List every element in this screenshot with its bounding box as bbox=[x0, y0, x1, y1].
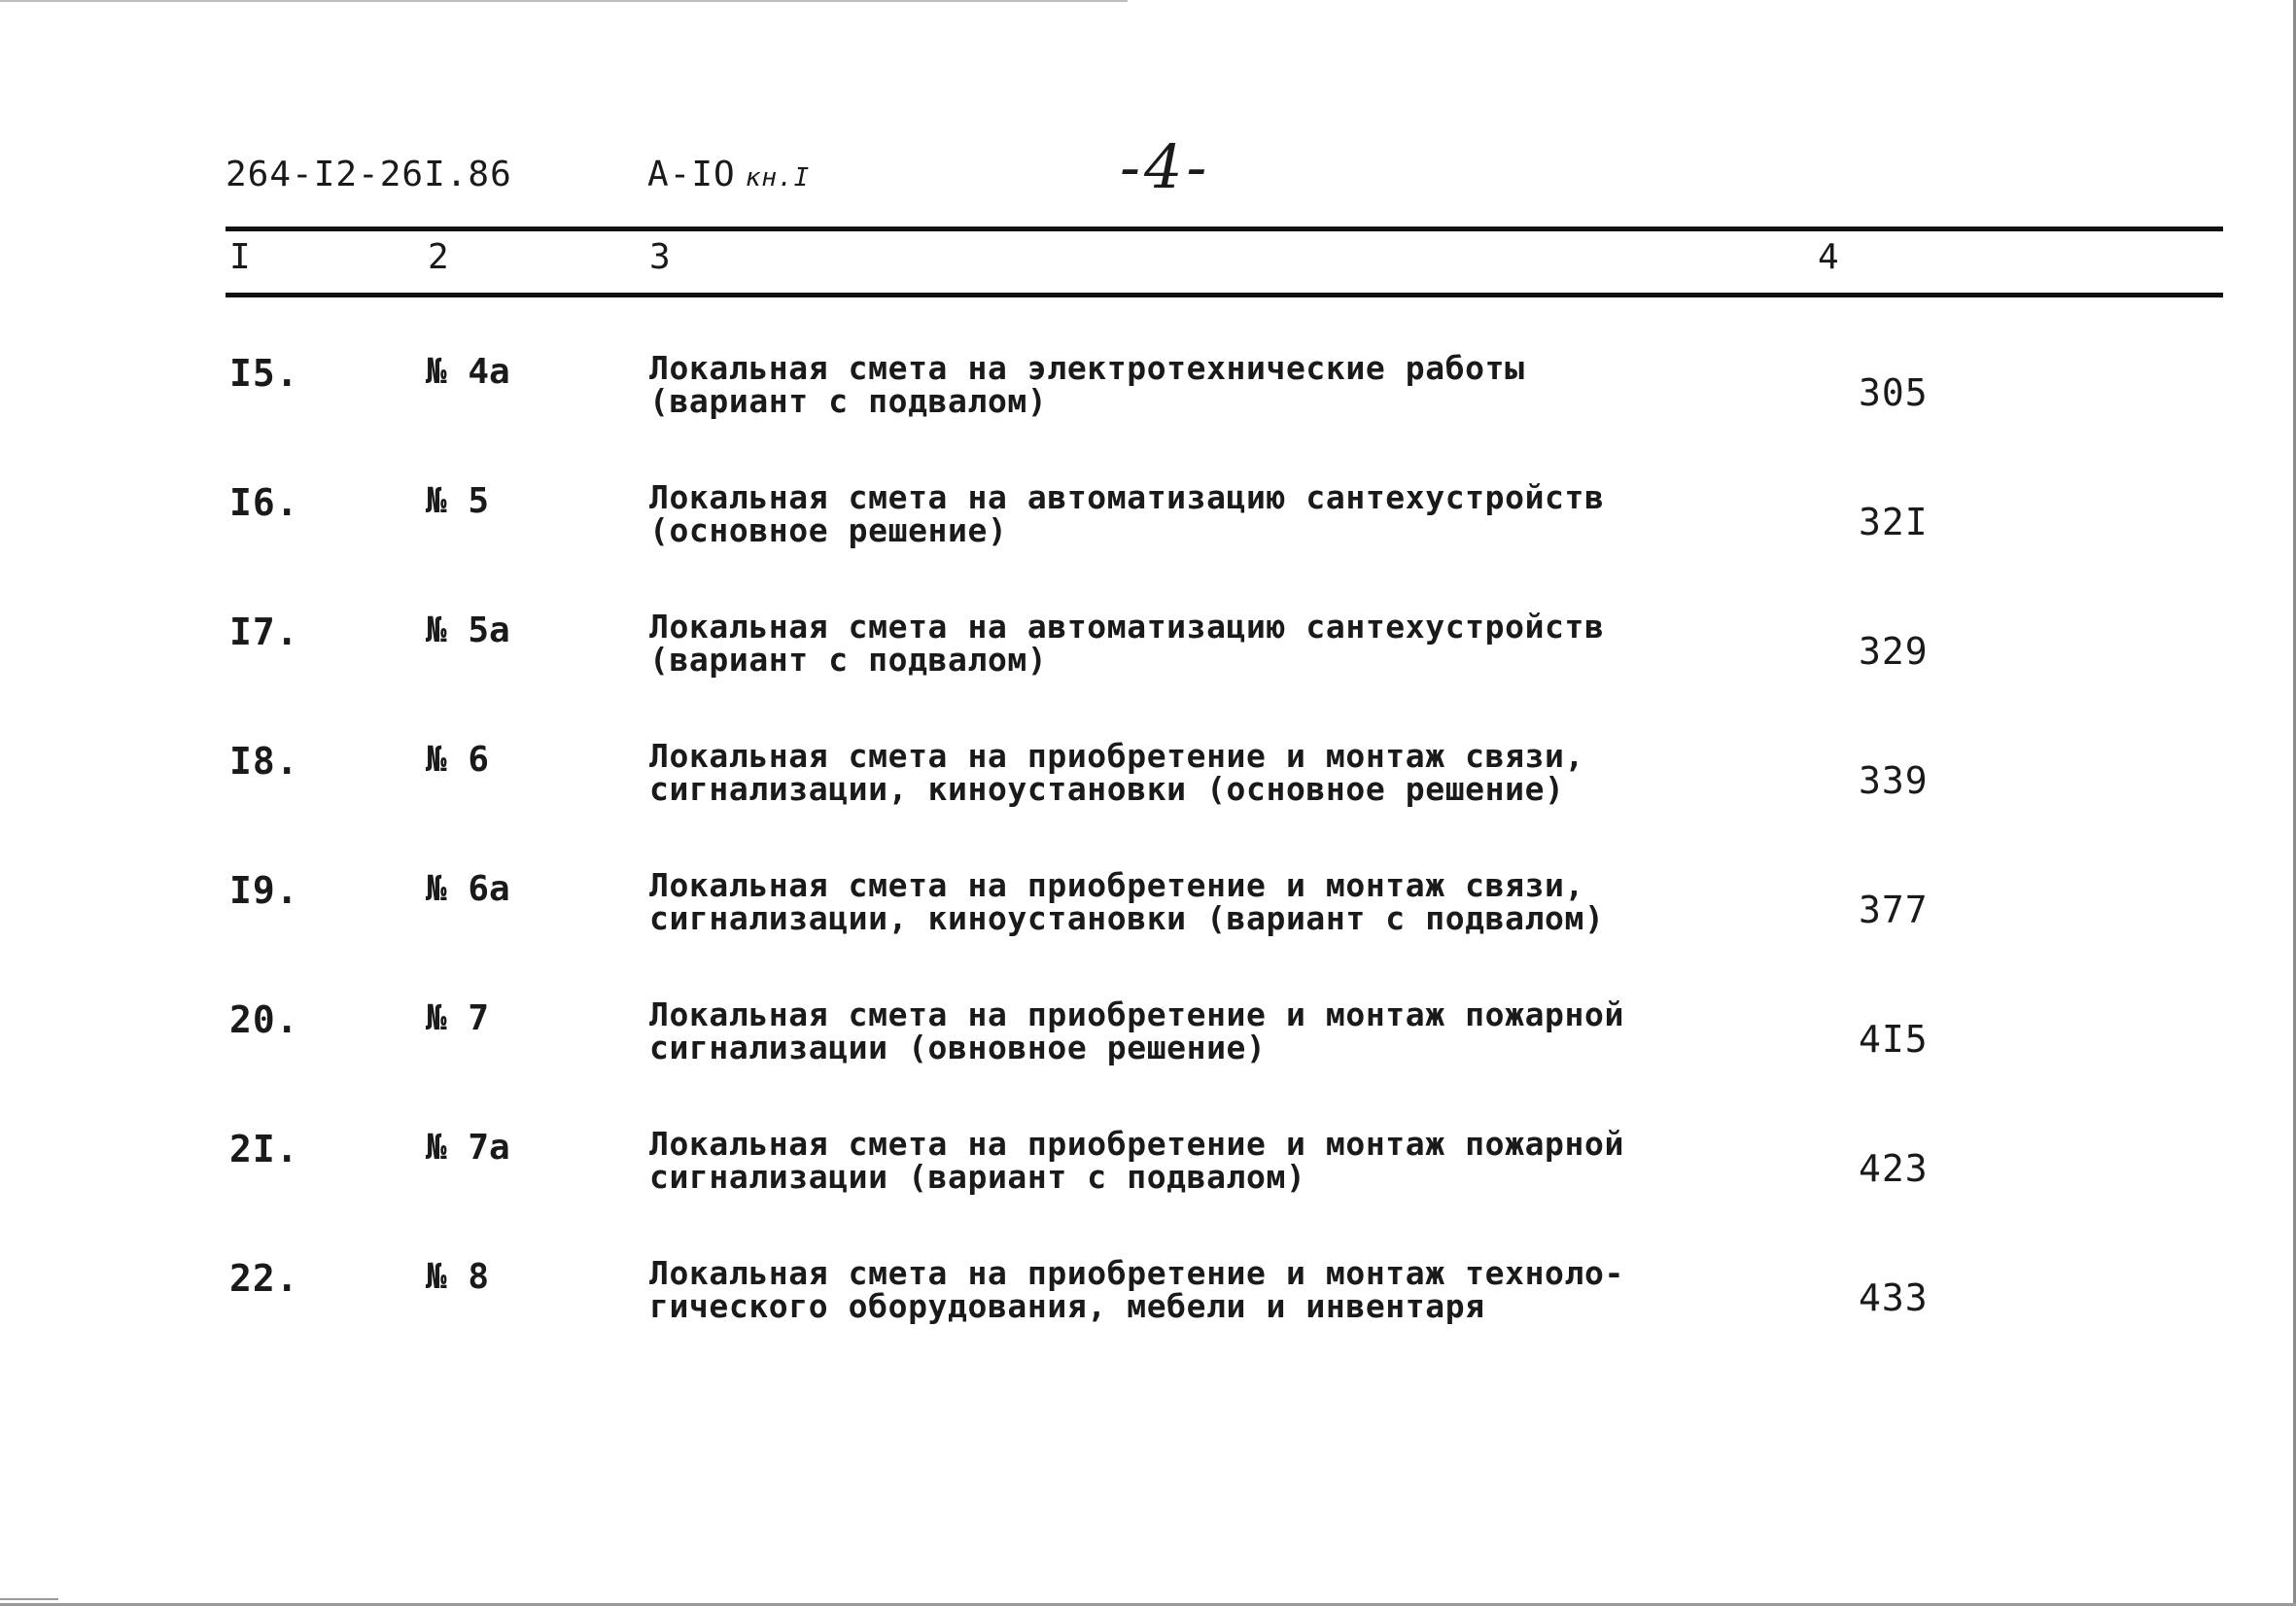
estimate-title-line1: Локальная смета на автоматизацию сантехустройств bbox=[649, 478, 1605, 516]
estimate-title bbox=[649, 478, 1913, 549]
estimate-title-line2: сигнализации (овновное решение) bbox=[649, 1029, 1267, 1066]
row-number: I5. bbox=[229, 352, 299, 395]
album-code bbox=[647, 155, 810, 194]
album-number: А-IO bbox=[647, 155, 736, 194]
estimate-title-line2: (основное решение) bbox=[649, 511, 1008, 549]
page-reference: 423 bbox=[1859, 1147, 1929, 1190]
scan-edge-mark bbox=[0, 1598, 58, 1600]
row-number: 2I. bbox=[229, 1128, 299, 1170]
estimate-title bbox=[649, 995, 1913, 1066]
estimate-code: № 6 bbox=[426, 740, 490, 780]
table-row bbox=[226, 1125, 2223, 1244]
row-number: I7. bbox=[229, 611, 299, 653]
column-header-4: 4 bbox=[1818, 237, 1839, 277]
estimate-code: № 7 bbox=[426, 998, 490, 1038]
document-code: 264-I2-26I.86 bbox=[226, 155, 512, 194]
estimate-title bbox=[649, 608, 1913, 679]
estimate-title bbox=[649, 1125, 1913, 1196]
page-reference: 32I bbox=[1859, 501, 1929, 543]
table-row bbox=[226, 608, 2223, 727]
table-row bbox=[226, 995, 2223, 1115]
estimate-code: № 4а bbox=[426, 352, 510, 392]
column-header-3: 3 bbox=[649, 237, 671, 277]
column-header-1: I bbox=[229, 237, 251, 277]
page-reference: 305 bbox=[1859, 371, 1929, 414]
estimate-title-line1: Локальная смета на электротехнические работы bbox=[649, 349, 1525, 387]
estimate-title-line1: Локальная смета на приобретение и монтаж техноло- bbox=[649, 1254, 1624, 1292]
estimate-title bbox=[649, 866, 1913, 937]
table-row bbox=[226, 478, 2223, 598]
estimate-code: № 6а bbox=[426, 869, 510, 909]
estimate-title-line1: Локальная смета на приобретение и монтаж связи, bbox=[649, 866, 1584, 904]
estimate-title-line1: Локальная смета на приобретение и монтаж пожарной bbox=[649, 1125, 1624, 1163]
row-number: 22. bbox=[229, 1257, 299, 1300]
row-number: 20. bbox=[229, 998, 299, 1041]
page-reference: 339 bbox=[1859, 759, 1929, 802]
estimate-title-line2: сигнализации, киноустановки (вариант с подвалом) bbox=[649, 899, 1605, 937]
page-reference: 4I5 bbox=[1859, 1018, 1929, 1061]
estimate-code: № 7а bbox=[426, 1128, 510, 1168]
estimate-title-line2: (вариант с подвалом) bbox=[649, 382, 1048, 420]
page-reference: 433 bbox=[1859, 1276, 1929, 1319]
page-number: -4- bbox=[1120, 131, 1211, 202]
table-top-rule bbox=[226, 227, 2223, 231]
estimate-title-line1: Локальная смета на автоматизацию сантехустройств bbox=[649, 608, 1605, 646]
estimate-title bbox=[649, 1254, 1913, 1325]
table-row bbox=[226, 737, 2223, 856]
row-number: I6. bbox=[229, 481, 299, 524]
scan-edge-top bbox=[0, 0, 1128, 2]
row-number: I9. bbox=[229, 869, 299, 912]
estimate-code: № 5 bbox=[426, 481, 490, 521]
table-row bbox=[226, 1254, 2223, 1374]
estimate-code: № 5а bbox=[426, 611, 510, 650]
estimate-title-line2: сигнализации, киноустановки (основное решение) bbox=[649, 770, 1565, 808]
album-book: кн.I bbox=[745, 163, 811, 192]
row-number: I8. bbox=[229, 740, 299, 783]
estimate-title bbox=[649, 349, 1913, 420]
column-header-2: 2 bbox=[428, 237, 449, 277]
table-row bbox=[226, 349, 2223, 469]
page-reference: 329 bbox=[1859, 630, 1929, 673]
estimate-title-line1: Локальная смета на приобретение и монтаж пожарной bbox=[649, 995, 1624, 1033]
estimate-title-line1: Локальная смета на приобретение и монтаж связи, bbox=[649, 737, 1584, 775]
table-row bbox=[226, 866, 2223, 986]
estimate-title bbox=[649, 737, 1913, 808]
estimate-code: № 8 bbox=[426, 1257, 490, 1297]
estimate-title-line2: гического оборудования, мебели и инвентаря bbox=[649, 1287, 1485, 1325]
estimate-title-line2: (вариант с подвалом) bbox=[649, 641, 1048, 679]
table-header-rule bbox=[226, 293, 2223, 297]
estimate-title-line2: сигнализации (вариант с подвалом) bbox=[649, 1158, 1306, 1196]
page-reference: 377 bbox=[1859, 889, 1929, 931]
page-header bbox=[226, 131, 2218, 209]
